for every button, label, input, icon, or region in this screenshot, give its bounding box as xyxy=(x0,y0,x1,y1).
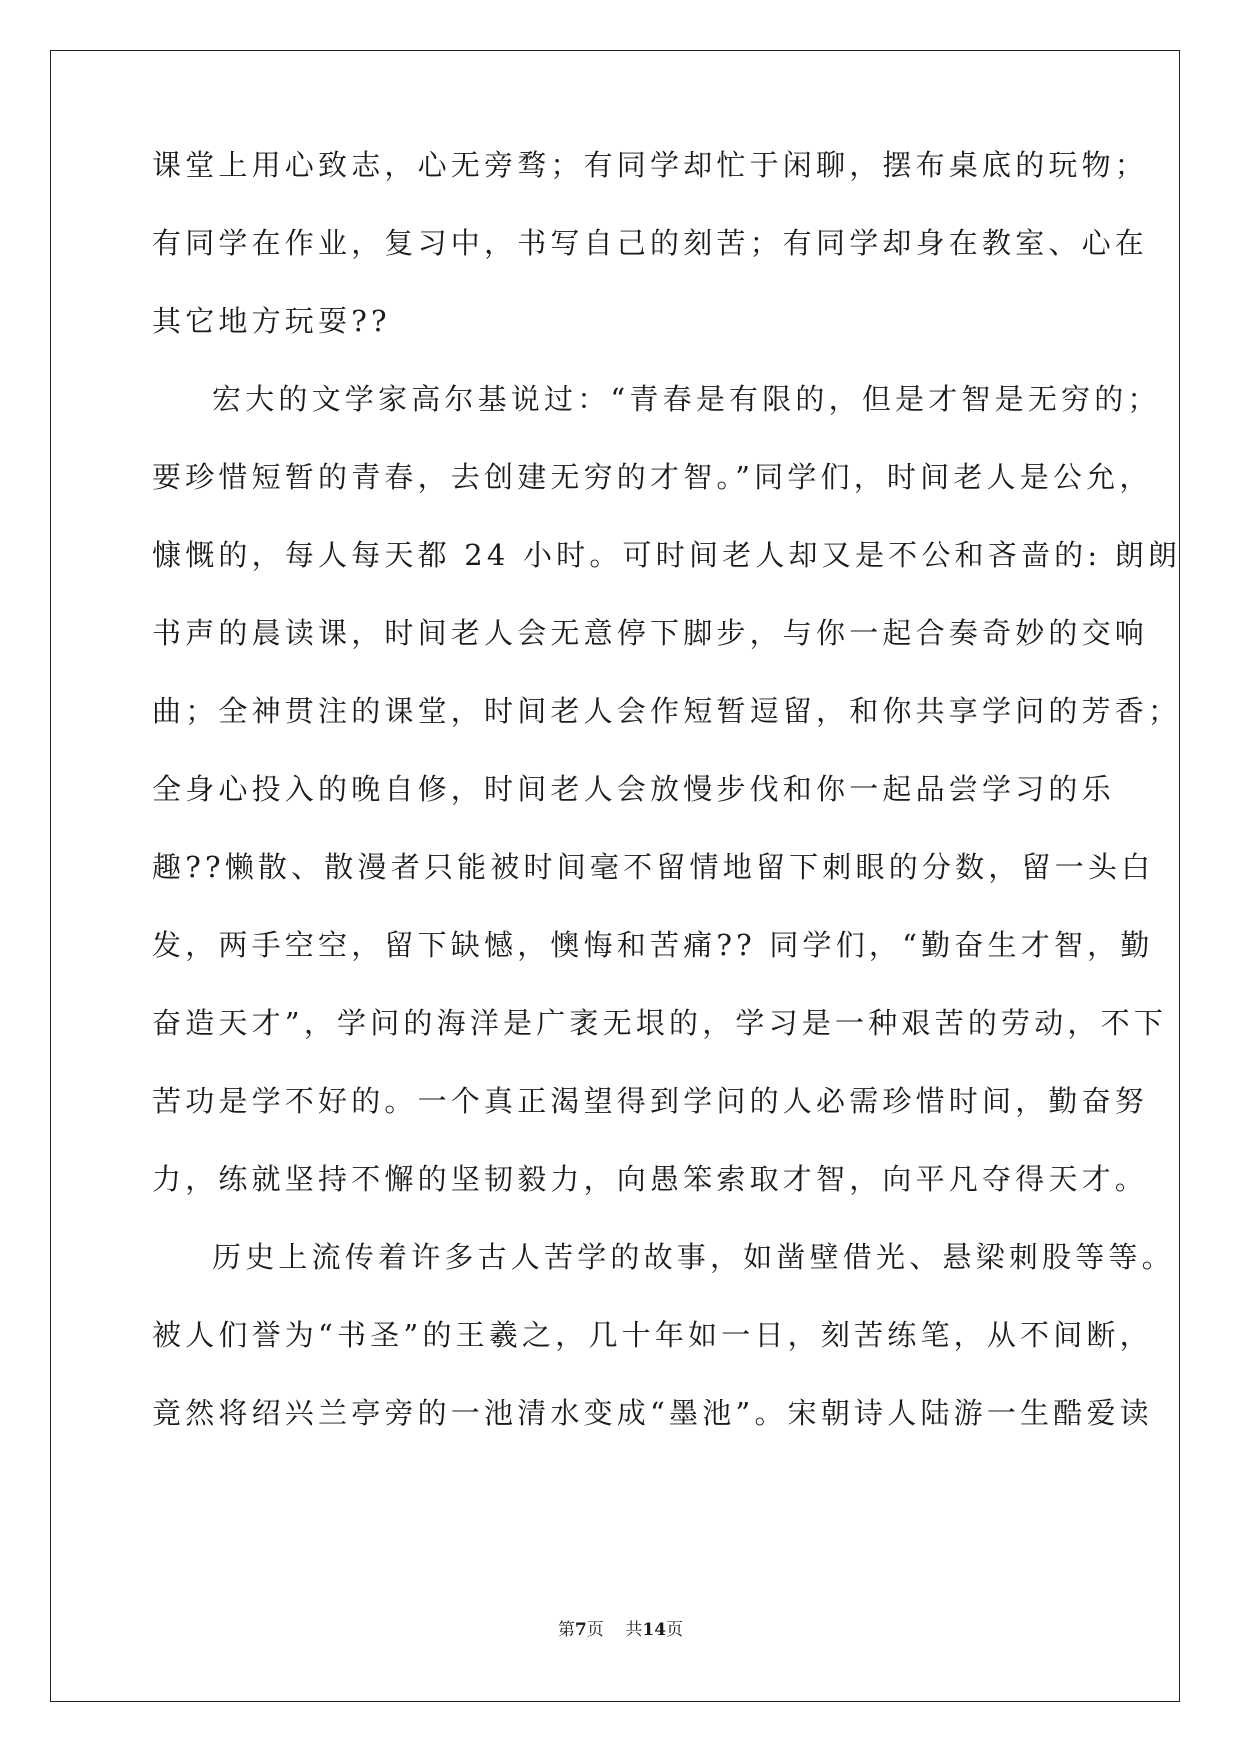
paragraph-first-line: 宏大的文学家高尔基说过：“青春是有限的，但是才智是无穷的； xyxy=(212,382,1161,416)
text-line: 力，练就坚持不懈的坚韧毅力，向愚笨索取才智，向平凡夺得天才。 xyxy=(152,1162,1149,1196)
text-line: 有同学在作业，复习中，书写自己的刻苦；有同学却身在教室、心在 xyxy=(152,226,1149,260)
text-line: 曲；全神贯注的课堂，时间老人会作短暂逗留，和你共享学问的芳香； xyxy=(152,694,1182,728)
total-pages-number: 14 xyxy=(642,1620,667,1640)
page-footer xyxy=(0,1618,1241,1642)
text-line: 奋造天才”，学问的海洋是广袤无垠的，学习是一种艰苦的劳动，不下 xyxy=(152,1006,1168,1040)
text-line: 苦功是学不好的。一个真正渴望得到学问的人必需珍惜时间，勤奋努 xyxy=(152,1084,1149,1118)
text-line: 其它地方玩耍?? xyxy=(152,304,391,338)
footer-prefix: 第 xyxy=(557,1620,575,1640)
text-line: 被人们誉为“书圣”的王羲之，几十年如一日，刻苦练笔，从不间断， xyxy=(152,1318,1153,1352)
text-line: 发，两手空空，留下缺憾，懊悔和苦痛?? 同学们，“勤奋生才智，勤 xyxy=(152,928,1154,962)
footer-suffix: 页 xyxy=(666,1620,684,1640)
text-line: 要珍惜短暂的青春，去创建无穷的才智。”同学们，时间老人是公允， xyxy=(152,460,1153,494)
footer-middle: 页 共 xyxy=(586,1620,643,1640)
paragraph-first-line: 历史上流传着许多古人苦学的故事，如凿壁借光、悬梁刺股等等。 xyxy=(212,1240,1175,1274)
text-line: 书声的晨读课，时间老人会无意停下脚步，与你一起合奏奇妙的交响 xyxy=(152,616,1149,650)
text-line: 慷慨的，每人每天都 24 小时。可时间老人却又是不公和吝啬的: 朗朗 xyxy=(152,538,1182,572)
text-line: 竟然将绍兴兰亭旁的一池清水变成“墨池”。宋朝诗人陆游一生酷爱读 xyxy=(152,1396,1153,1430)
text-line: 全身心投入的晚自修，时间老人会放慢步伐和你一起品尝学习的乐 xyxy=(152,772,1115,806)
current-page-number: 7 xyxy=(574,1620,587,1640)
text-line: 趣??懒散、散漫者只能被时间毫不留情地留下刺眼的分数，留一头白 xyxy=(152,850,1155,884)
text-line: 课堂上用心致志，心无旁骛；有同学却忙于闲聊，摆布桌底的玩物； xyxy=(152,148,1149,182)
